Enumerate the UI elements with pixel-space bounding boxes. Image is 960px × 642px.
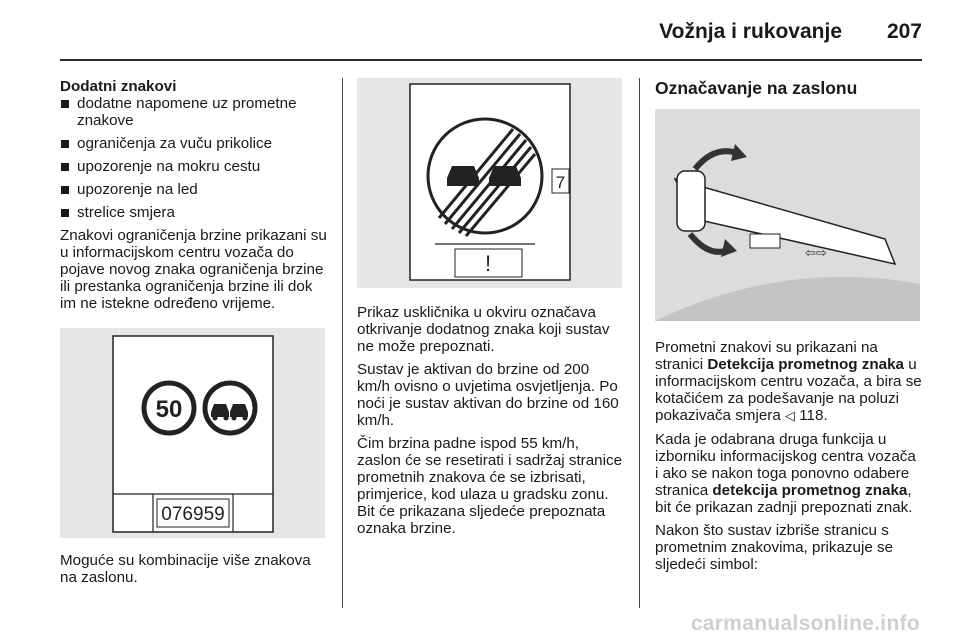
display-illustration-2: [357, 78, 622, 288]
list-item: strelice smjera: [60, 204, 328, 221]
figure-sign-display: [60, 328, 325, 538]
exclamation-mark: !: [484, 251, 492, 276]
bullet-icon: [61, 140, 69, 148]
lever-illustration: [655, 109, 920, 321]
column-divider-2: [639, 78, 640, 608]
paragraph-speed-limit-display: Znakovi ograničenja brzine prikazani su u informacijskom centru vozača do pojave novog znaka ograničenja brzine ili prestanka ograničenja brzine ili dok im ne istekne određeno vrijeme.: [60, 227, 327, 312]
paragraph-reset: Čim brzina padne ispod 55 km/h, zaslon će se resetirati i sadržaj stranice prometnih znakova će se izbrisati, primjerice, kod ulaza u gradsku zonu. Bit će prikazana sljedeće prepoznata oznaka brzine.: [357, 435, 623, 537]
paragraph-reselect: Kada je odabrana druga funkcija u izborniku informacijskog centra vozača i ako se nakon toga ponovno odabere stranica detekcija prometnog znaka, bit će prikazan zadnji prepoznati znak.: [655, 431, 916, 516]
list-item: upozorenje na led: [60, 181, 328, 198]
bullet-icon: [61, 186, 69, 194]
header-title: Vožnja i rukovanje: [659, 20, 842, 43]
paragraph-exclamation: Prikaz uskličnika u okviru označava otkrivanje dodatnog znaka koji sustav ne može prepoznati.: [357, 304, 610, 355]
paragraph-active-speed: Sustav je aktivan do brzine od 200 km/h ovisno o uvjetima osvjetljenja. Po noći je sustav aktivan do brzine od 160 km/h.: [357, 361, 619, 429]
watermark: carmanualsonline.info: [690, 612, 920, 635]
side-label: 7: [555, 173, 566, 192]
page-ref-arrow-icon: ◁: [785, 409, 795, 424]
figure-end-of-restriction: [357, 78, 622, 288]
column-1: [60, 78, 328, 592]
list-item: dodatne napomene uz prometne znakove: [60, 95, 328, 129]
column-divider-1: [342, 78, 343, 608]
page-number: 207: [886, 20, 922, 43]
subhead-additional-signs: Dodatni znakovi: [60, 78, 177, 95]
bullet-icon: [61, 209, 69, 217]
speed-limit-value: 50: [155, 396, 183, 423]
header-divider: [60, 59, 922, 61]
end-no-overtaking-sign-icon: [428, 119, 542, 236]
no-overtaking-sign-icon: [205, 383, 255, 433]
column-2: [357, 78, 625, 543]
bullet-icon: [61, 100, 69, 108]
list-item: ograničenja za vuču prikolice: [60, 135, 328, 152]
page-header: [60, 0, 922, 60]
paragraph-display-page: Prometni znakovi su prikazani na stranici Detekcija prometnog znaka u informacijskom centru vozača, a bira se kotačićem za podešavanje na poluzi pokazivača smjera ◁ 118.: [655, 339, 922, 424]
paragraph-symbol: Nakon što sustav izbriše stranicu s prometnim znakovima, prikazuje se sljedeći simbol:: [655, 522, 894, 573]
figure-turn-signal-lever: [655, 109, 920, 321]
page-reference: 118.: [799, 407, 828, 424]
direction-arrows-icon: ⇦⇨: [805, 246, 827, 261]
bullet-list: [60, 95, 328, 221]
section-heading: Označavanje na zaslonu: [655, 78, 858, 98]
display-illustration: [60, 328, 325, 538]
paragraph-combinations: Moguće su kombinacije više znakova na zaslonu.: [60, 552, 311, 586]
column-3: [655, 78, 923, 579]
figure-code: 076959: [161, 504, 225, 525]
bullet-icon: [61, 163, 69, 171]
list-item: upozorenje na mokru cestu: [60, 158, 328, 175]
